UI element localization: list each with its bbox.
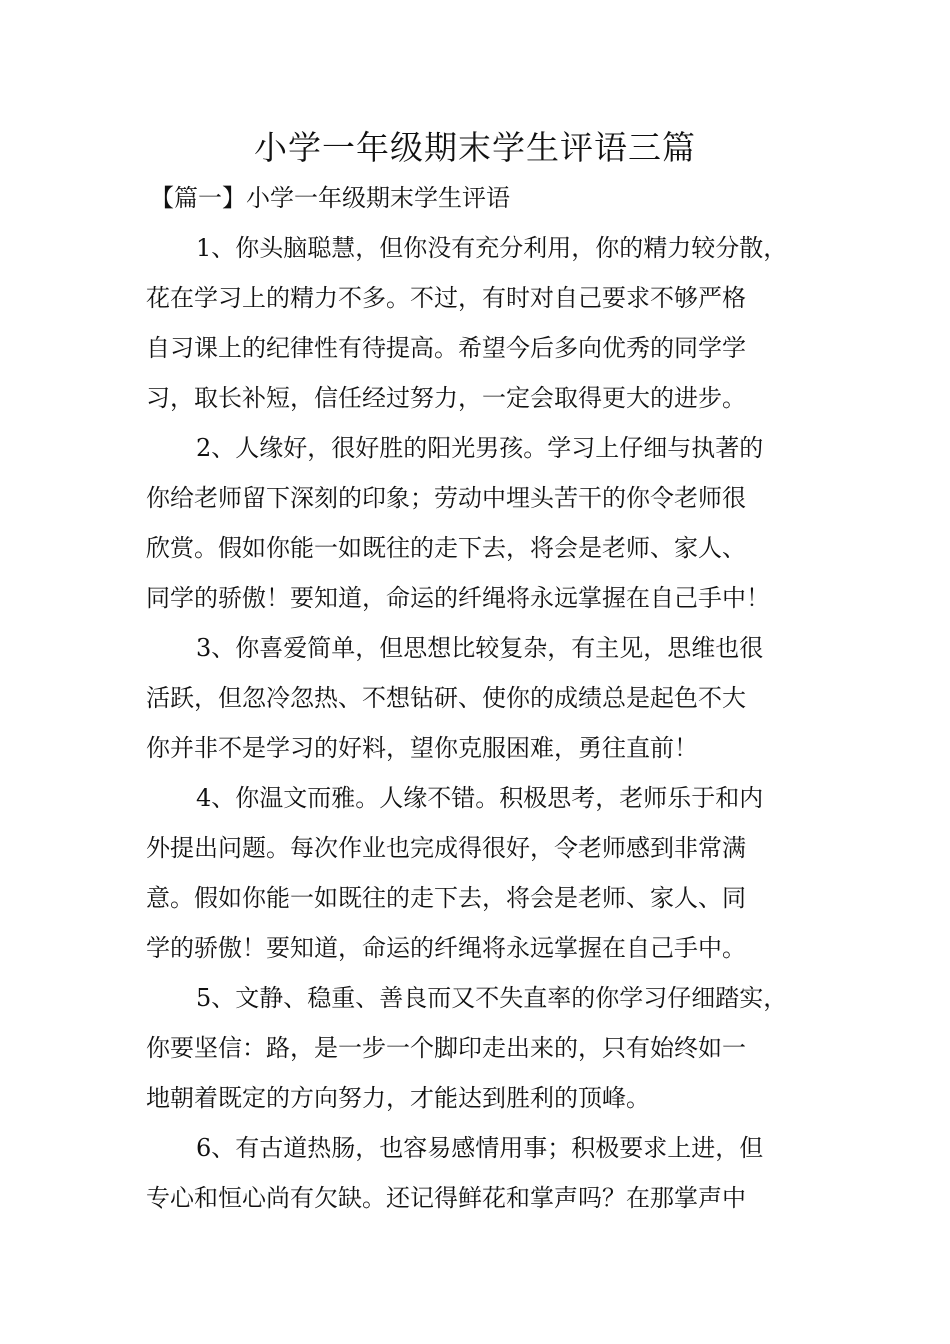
- paragraph-line: 4、你温文而雅。人缘不错。积极思考，老师乐于和内: [196, 784, 764, 812]
- paragraph-line: 地朝着既定的方向努力，才能达到胜利的顶峰。: [146, 1084, 650, 1112]
- paragraph-line: 专心和恒心尚有欠缺。还记得鲜花和掌声吗？在那掌声中: [146, 1184, 746, 1212]
- paragraph-line: 6、有古道热肠，也容易感情用事；积极要求上进，但: [196, 1134, 764, 1162]
- paragraph-line: 3、你喜爱简单，但思想比较复杂，有主见，思维也很: [196, 634, 764, 662]
- paragraph-line: 同学的骄傲！要知道，命运的纤绳将永远掌握在自己手中！: [146, 584, 770, 612]
- paragraph-line: 学的骄傲！要知道，命运的纤绳将永远掌握在自己手中。: [146, 934, 746, 962]
- paragraph-line: 意。假如你能一如既往的走下去，将会是老师、家人、同: [146, 884, 746, 912]
- paragraph-line: 外提出问题。每次作业也完成得很好，令老师感到非常满: [146, 834, 746, 862]
- paragraph-line: 你要坚信：路，是一步一个脚印走出来的，只有始终如一: [146, 1034, 746, 1062]
- section-heading: 【篇一】小学一年级期末学生评语: [150, 184, 510, 212]
- paragraph-line: 欣赏。假如你能一如既往的走下去，将会是老师、家人、: [146, 534, 746, 562]
- paragraph-line: 花在学习上的精力不多。不过，有时对自己要求不够严格: [146, 284, 746, 312]
- paragraph-line: 你给老师留下深刻的印象；劳动中埋头苦干的你令老师很: [146, 484, 746, 512]
- paragraph-line: 习，取长补短，信任经过努力，一定会取得更大的进步。: [146, 384, 746, 412]
- document-title: 小学一年级期末学生评语三篇: [254, 128, 696, 167]
- paragraph-line: 2、人缘好，很好胜的阳光男孩。学习上仔细与执著的: [196, 434, 764, 462]
- paragraph-line: 活跃，但忽冷忽热、不想钻研、使你的成绩总是起色不大: [146, 684, 746, 712]
- paragraph-line: 你并非不是学习的好料，望你克服困难，勇往直前！: [146, 734, 698, 762]
- paragraph-line: 5、文静、稳重、善良而又不失直率的你学习仔细踏实，: [196, 984, 788, 1012]
- paragraph-line: 1、你头脑聪慧，但你没有充分利用，你的精力较分散，: [196, 234, 788, 262]
- paragraph-line: 自习课上的纪律性有待提高。希望今后多向优秀的同学学: [146, 334, 746, 362]
